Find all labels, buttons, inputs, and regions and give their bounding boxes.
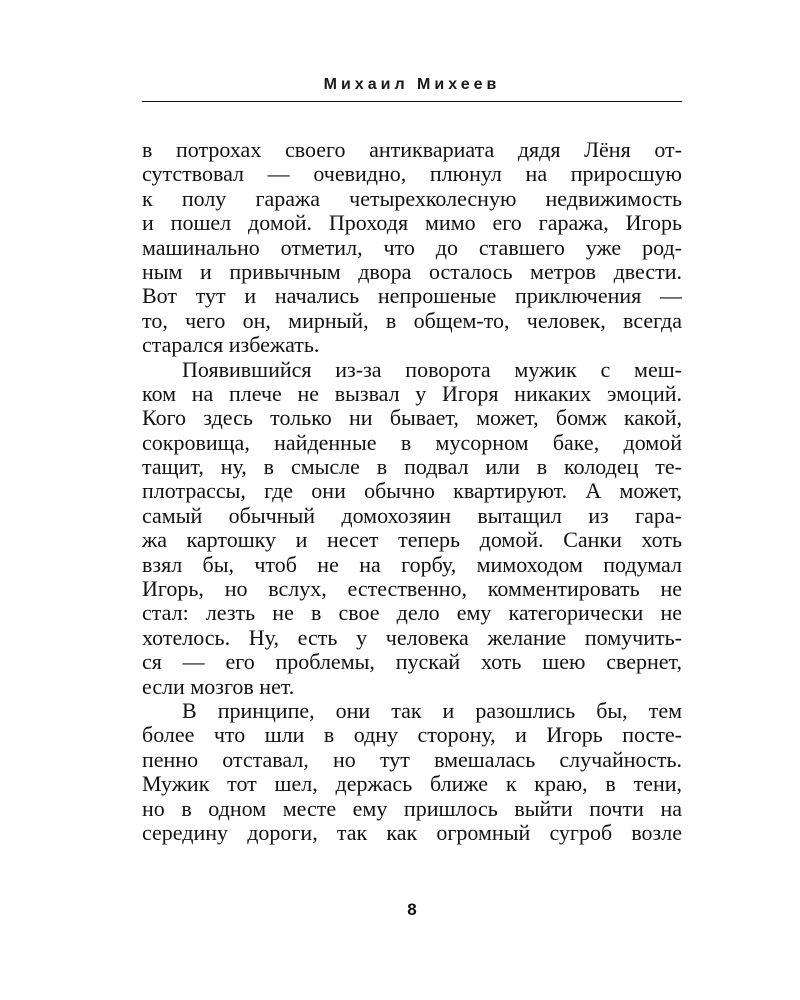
text-line: В принципе, они так и разошлись бы, тем <box>182 697 682 723</box>
header-rule <box>142 101 682 102</box>
text-line: середину дороги, так как огромный сугроб возле <box>142 819 682 845</box>
body-text <box>142 138 682 845</box>
page-number: 8 <box>407 900 417 919</box>
text-line: машинально отметил, что до ставшего уже род- <box>142 234 682 260</box>
text-line: Вот тут и начались непрошеные приключения — <box>142 283 682 309</box>
text-line: хотелось. Ну, есть у человека желание помучить- <box>142 624 682 650</box>
text-line: плотрассы, где они обычно квартируют. А может, <box>142 478 682 504</box>
text-line: более что шли в одну сторону, и Игорь посте- <box>142 722 682 748</box>
text-line: то, чего он, мирный, в общем-то, человек, всегда <box>142 307 682 333</box>
text-line: и пошел домой. Проходя мимо его гаража, Игорь <box>142 210 682 236</box>
text-line: сокровища, найденные в мусорном баке, домой <box>142 429 682 455</box>
running-head-author: Михаил Михеев <box>323 76 501 93</box>
text-line: в потрохах своего антиквариата дядя Лёня от- <box>142 137 682 162</box>
text-line: Игорь, но вслух, естественно, комментировать не <box>142 576 682 602</box>
text-line: тащит, ну, в смысле в подвал или в колодец те- <box>142 454 682 480</box>
text-line: стал: лезть не в свое дело ему категорически не <box>142 600 682 626</box>
text-line: если мозгов нет. <box>142 673 295 699</box>
text-line: к полу гаража четырехколесную недвижимость <box>142 185 682 211</box>
text-line: Появившийся из-за поворота мужик с меш- <box>182 356 682 382</box>
text-line: ком на плече не вызвал у Игоря никаких эмоций. <box>142 380 682 406</box>
text-line: Кого здесь только ни бывает, может, бомж какой, <box>142 405 682 431</box>
text-line: жа картошку и несет теперь домой. Санки хоть <box>142 527 682 553</box>
text-line: ся — его проблемы, пускай хоть шею свернет, <box>142 649 682 675</box>
text-line: пенно отставал, но тут вмешалась случайность. <box>142 746 682 772</box>
text-line: ным и привычным двора осталось метров двести. <box>142 258 682 284</box>
text-line: старался избежать. <box>142 332 320 358</box>
text-line: но в одном месте ему пришлось выйти почти на <box>142 795 682 821</box>
text-line: самый обычный домохозяин вытащил из гара- <box>142 502 682 528</box>
text-line: сутствовал — очевидно, плюнул на приросшую <box>142 161 682 187</box>
text-line: взял бы, чтоб не на горбу, мимоходом подумал <box>142 551 682 577</box>
text-line: Мужик тот шел, держась ближе к краю, в тени, <box>142 771 682 797</box>
